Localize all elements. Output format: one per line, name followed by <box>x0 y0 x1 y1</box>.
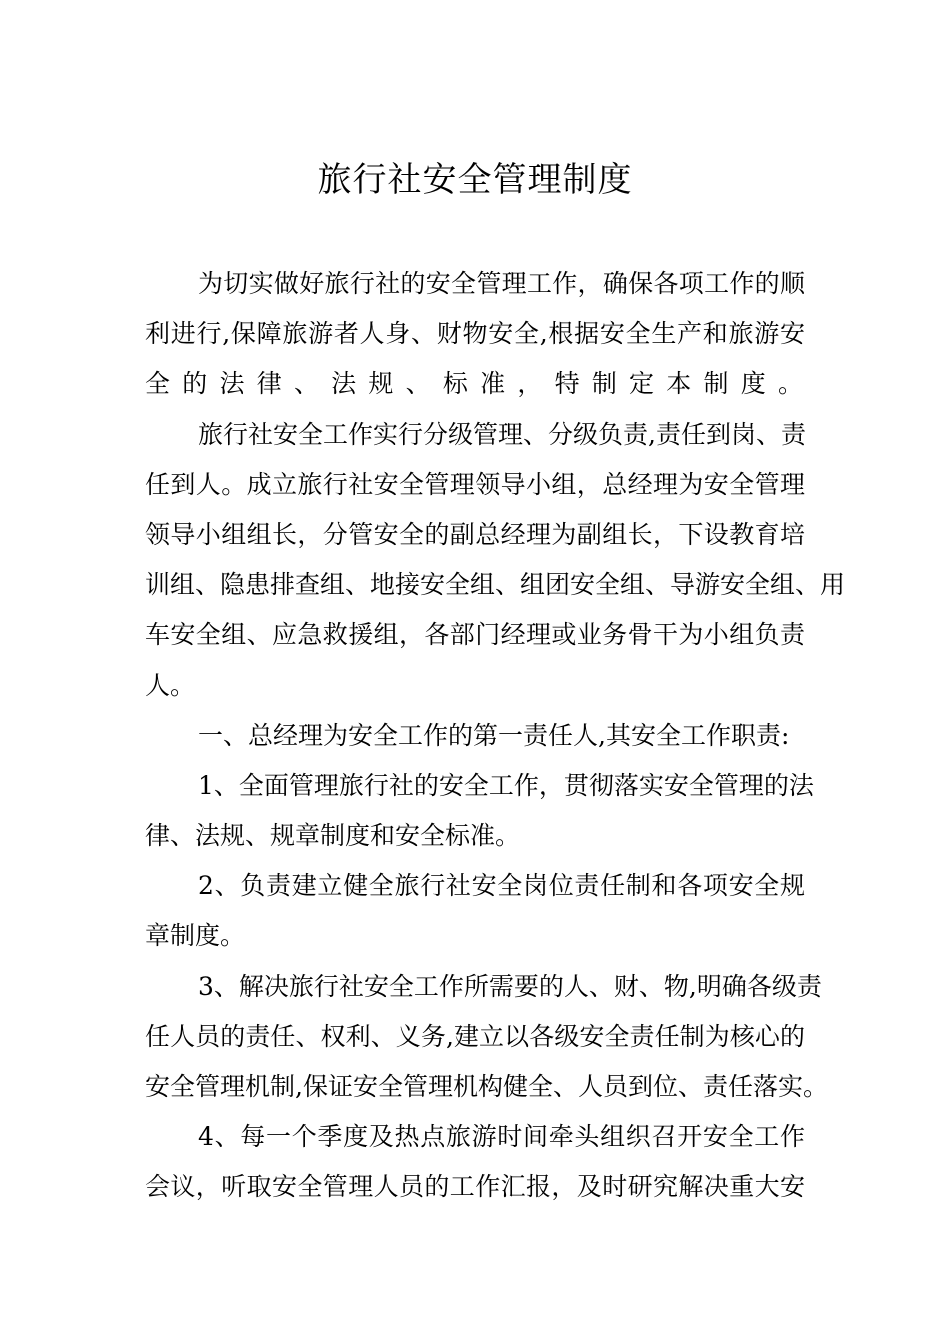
paragraph-line: 车安全组、应急救援组，各部门经理或业务骨干为小组负责 <box>145 620 805 650</box>
paragraph-line: 人。 <box>145 670 196 700</box>
paragraph-line: 4、每一个季度及热点旅游时间牵头组织召开安全工作 <box>198 1122 805 1152</box>
paragraph-line: 律、法规、规章制度和安全标准。 <box>145 821 521 851</box>
paragraph-line: 任人员的责任、权利、义务,建立以各级安全责任制为核心的 <box>145 1021 805 1051</box>
paragraph-line: 为切实做好旅行社的安全管理工作，确保各项工作的顺 <box>198 269 805 298</box>
paragraph-line: 安全管理机制,保证安全管理机构健全、人员到位、责任落实。 <box>145 1072 828 1101</box>
document-body <box>145 259 846 1213</box>
paragraph-line: 一、总经理为安全工作的第一责任人,其安全工作职责: <box>198 720 790 750</box>
paragraph-line: 旅行社安全工作实行分级管理、分级负责,责任到岗、责 <box>198 419 806 449</box>
paragraph-line: 任到人。成立旅行社安全管理领导小组，总经理为安全管理 <box>145 469 805 499</box>
paragraph-line: 3、解决旅行社安全工作所需要的人、财、物,明确各级责 <box>198 971 822 1001</box>
paragraph-line: 2、负责建立健全旅行社安全岗位责任制和各项安全规 <box>198 871 805 901</box>
paragraph-line: 领导小组组长，分管安全的副总经理为副组长，下设教育培 <box>145 519 805 549</box>
paragraph-line: 会议，听取安全管理人员的工作汇报，及时研究解决重大安 <box>145 1172 805 1202</box>
paragraph-line: 1、全面管理旅行社的安全工作，贯彻落实安全管理的法 <box>198 770 814 800</box>
paragraph-line: 全的法律、法规、标准，特制定本制度。 <box>145 369 805 399</box>
paragraph-line: 利进行,保障旅游者人身、财物安全,根据安全生产和旅游安 <box>145 319 805 349</box>
paragraph-line: 训组、隐患排查组、地接安全组、组团安全组、导游安全组、用 <box>145 570 846 600</box>
paragraph-line: 章制度。 <box>145 921 246 951</box>
document-title: 旅行社安全管理制度 <box>317 160 633 200</box>
